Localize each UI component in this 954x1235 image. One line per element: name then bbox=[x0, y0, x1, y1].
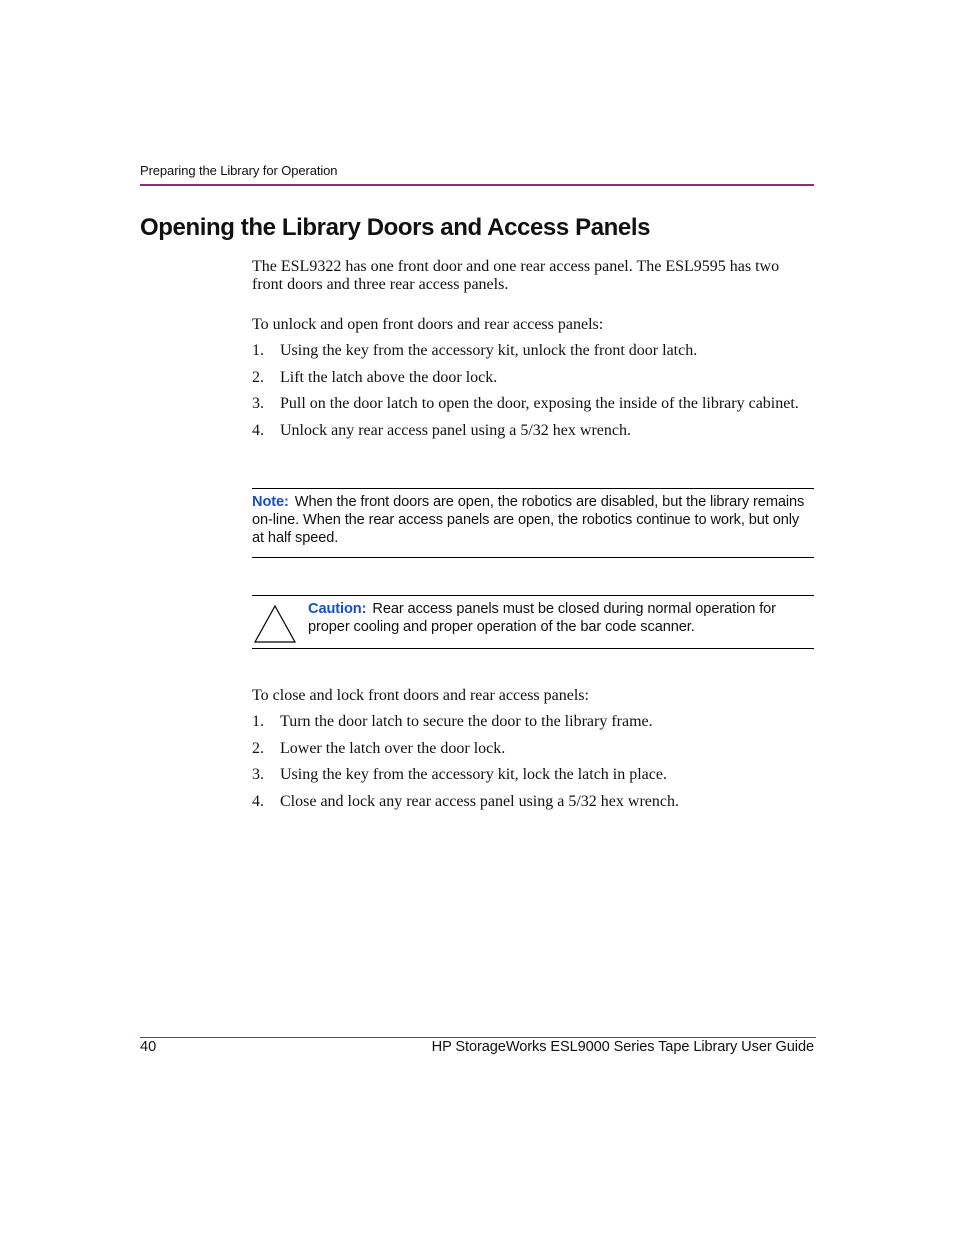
note-top-rule bbox=[252, 488, 814, 489]
step-text: Lift the latch above the door lock. bbox=[280, 368, 498, 386]
step-text: Using the key from the accessory kit, unlock the front door latch. bbox=[280, 342, 698, 359]
step-number: 2. bbox=[252, 368, 264, 386]
list-item bbox=[252, 713, 814, 731]
caution-top-rule bbox=[252, 595, 814, 596]
caution-triangle-icon bbox=[253, 604, 297, 644]
step-number: 1. bbox=[252, 713, 264, 730]
intro-paragraph: The ESL9322 has one front door and one rear access panel. The ESL9595 has two front doors and three rear access panels. bbox=[252, 258, 780, 293]
step-text: Using the key from the accessory kit, lock the latch in place. bbox=[280, 766, 667, 784]
step-number: 4. bbox=[252, 421, 264, 439]
caution-text: Rear access panels must be closed during normal operation for proper cooling and proper operation of the bar code scanner. bbox=[308, 601, 776, 635]
step-text: Close and lock any rear access panel using a 5/32 hex wrench. bbox=[280, 792, 679, 810]
step-number: 4. bbox=[252, 792, 264, 810]
step-text: Lower the latch over the door lock. bbox=[280, 739, 506, 757]
step-number: 3. bbox=[252, 766, 264, 784]
note-bottom-rule bbox=[252, 557, 814, 558]
page-number: 40 bbox=[140, 1039, 157, 1055]
running-header: Preparing the Library for Operation bbox=[140, 163, 338, 178]
header-rule bbox=[140, 184, 814, 186]
close-instructions-lead: To close and lock front doors and rear access panels: bbox=[252, 687, 589, 704]
step-text: Turn the door latch to secure the door to the library frame. bbox=[280, 713, 653, 730]
footer-document-title: HP StorageWorks ESL9000 Series Tape Library User Guide bbox=[431, 1039, 814, 1055]
list-item bbox=[252, 793, 814, 811]
close-steps-list bbox=[252, 713, 814, 819]
step-number: 2. bbox=[252, 739, 264, 757]
step-number: 1. bbox=[252, 342, 264, 359]
list-item bbox=[252, 395, 814, 413]
list-item bbox=[252, 766, 814, 784]
caution-label: Caution: bbox=[308, 601, 367, 617]
list-item bbox=[252, 740, 814, 758]
list-item bbox=[252, 369, 814, 387]
note-label: Note: bbox=[252, 494, 289, 510]
note-text: When the front doors are open, the robotics are disabled, but the library remains on-line. When the rear access panels are open, the robotics continue to work, but only at half speed. bbox=[252, 494, 805, 546]
footer-rule bbox=[140, 1037, 816, 1038]
open-steps-list bbox=[252, 342, 814, 448]
caution-block bbox=[308, 600, 814, 636]
open-instructions-lead: To unlock and open front doors and rear access panels: bbox=[252, 316, 604, 333]
step-text: Unlock any rear access panel using a 5/32 hex wrench. bbox=[280, 421, 631, 439]
note-block bbox=[252, 493, 814, 547]
page-title: Opening the Library Doors and Access Panels bbox=[140, 214, 651, 241]
list-item bbox=[252, 422, 814, 440]
caution-bottom-rule bbox=[252, 648, 814, 649]
step-text: Pull on the door latch to open the door, exposing the inside of the library cabinet. bbox=[280, 395, 799, 413]
step-number: 3. bbox=[252, 395, 264, 413]
list-item bbox=[252, 342, 814, 360]
